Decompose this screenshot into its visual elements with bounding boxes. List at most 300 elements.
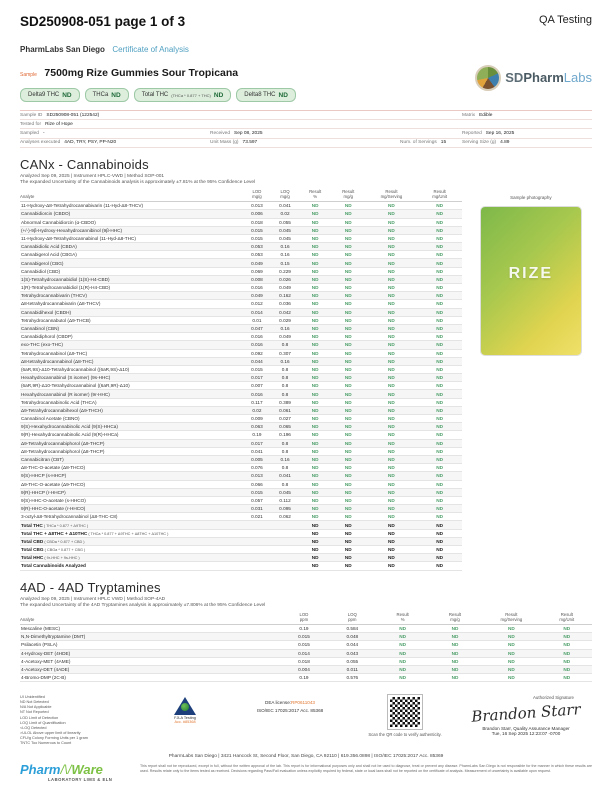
analyte-row: [20, 624, 592, 632]
cell-srv: ND: [365, 267, 417, 275]
cell-mgg: ND: [331, 496, 365, 504]
disclaimer-text: This report shall not be reproduced, except in full, without the written approval of the lab. This report is for informational purposes only and shall not be used to diagnose, treat or prevent any disease. PharmLabs San Diego is not responsible for the manner in which these results are used. Results relate only to the items tested as received. Decisions regarding Pass/Fail evaluation unless explicitly required by federal, state or local laws shall not be reported on the certificate of analysis. Measurement of uncertainty is available upon request.: [140, 764, 592, 773]
cell-unit: ND: [418, 275, 462, 283]
cell-loq: 0.8: [271, 374, 299, 382]
cell-name: Psilacetin (PSLA): [20, 641, 280, 649]
cell-mgg: ND: [331, 472, 365, 480]
document-id: SD250908-051 page 1 of 3: [20, 14, 186, 29]
cell-srv: ND: [365, 423, 417, 431]
analyte-row: [20, 382, 462, 390]
cell-unit: ND: [418, 210, 462, 218]
tryptamines-meta: Analyzed Sep 09, 2025 | Instrument HPLC VWD | Method SOP-4AD: [20, 596, 166, 602]
cell-unit: ND: [418, 292, 462, 300]
sampled-value: -: [42, 130, 45, 136]
analyte-row: [20, 357, 462, 365]
cell-pct: ND: [299, 374, 331, 382]
cell-loq: 0.8: [271, 464, 299, 472]
cell-loq: 0.112: [271, 496, 299, 504]
cell-loq: 0.8: [271, 365, 299, 373]
license-block: [230, 699, 350, 715]
cell-mgg: ND: [331, 464, 365, 472]
cell-unit: ND: [418, 259, 462, 267]
cell-pct: ND: [299, 349, 331, 357]
cell-srv: ND: [481, 641, 541, 649]
analyte-row: [20, 455, 462, 463]
cell-unit: ND: [418, 406, 462, 414]
cell-lod: 0.041: [243, 447, 271, 455]
authorized-signature-label: Authorized Signature: [532, 695, 574, 700]
cell-srv: ND: [365, 398, 417, 406]
cell-loq: 0.196: [271, 431, 299, 439]
analyte-row: [20, 251, 462, 259]
badge-thca: THCa ND: [85, 88, 129, 102]
cell-loq: 0.229: [271, 267, 299, 275]
cell-lod: 0.069: [243, 267, 271, 275]
cell-mgg: ND: [331, 218, 365, 226]
cell-pct: ND: [299, 292, 331, 300]
cell-srv: ND: [365, 439, 417, 447]
total-row: [20, 529, 462, 537]
cell-pct: ND: [299, 537, 331, 545]
cell-name: Cannabigerol (CBG): [20, 259, 243, 267]
cell-loq: 0.011: [328, 665, 376, 673]
legend-item: LOD Limit of Detection: [20, 715, 59, 720]
serving-size-value: 4.89: [500, 140, 510, 146]
analyte-row: [20, 218, 462, 226]
cell-mgg: ND: [331, 365, 365, 373]
cell-lod: 0.007: [243, 382, 271, 390]
cell-loq: 0.8: [271, 439, 299, 447]
cell-name: 4-Hydroxy-DET (4HDE): [20, 649, 280, 657]
analyte-row: [20, 324, 462, 332]
cell-pct: ND: [299, 562, 331, 570]
cell-unit: ND: [418, 218, 462, 226]
header-row: [20, 39, 592, 102]
cell-mgg: ND: [331, 415, 365, 423]
cell-pct: ND: [299, 267, 331, 275]
analyte-row: [20, 374, 462, 382]
cell-mgg: ND: [331, 251, 365, 259]
cell-name: 4-Bromo-DMP (2C-B): [20, 674, 280, 682]
analyte-row: [20, 341, 462, 349]
cell-pct: ND: [376, 624, 428, 632]
cell-name: 9(R)-HHC-O-acetate (r-HHCO): [20, 505, 243, 513]
cell-lod: 0.044: [243, 357, 271, 365]
legend-item: UI Unidentified: [20, 695, 45, 699]
cell-loq: 0.044: [328, 641, 376, 649]
analyte-row: [20, 649, 592, 657]
cell-unit: ND: [542, 657, 592, 665]
cell-mgg: ND: [331, 259, 365, 267]
cell-unit: ND: [418, 415, 462, 423]
cell-mgg: ND: [331, 513, 365, 521]
cell-pct: ND: [376, 641, 428, 649]
signature-block: [460, 695, 592, 736]
cell-name: Cannabidihexol (CBDH): [20, 308, 243, 316]
cell-unit: ND: [542, 674, 592, 682]
cell-mgg: ND: [331, 300, 365, 308]
cell-name: Cannabinol (CBN): [20, 324, 243, 332]
cell-lod: [243, 537, 271, 545]
cell-unit: ND: [542, 633, 592, 641]
analyte-row: [20, 513, 462, 521]
cell-unit: ND: [418, 562, 462, 570]
cell-pct: ND: [299, 464, 331, 472]
qr-code: [388, 695, 422, 729]
cell-mgg: ND: [331, 234, 365, 242]
cell-lod: 0.117: [243, 398, 271, 406]
cell-mgg: ND: [331, 357, 365, 365]
reported-value: Sep 16, 2025: [485, 130, 515, 136]
cell-name: 9(S)-HHCP (s-HHCP): [20, 472, 243, 480]
cell-name: 1(R)-Tetrahydrocannabidiol (1(R)-H4-CBD): [20, 284, 243, 292]
cell-srv: ND: [365, 275, 417, 283]
cell-mgg: ND: [429, 665, 481, 673]
cell-pct: ND: [299, 431, 331, 439]
cell-name: Δ9-Tetrahydrocannabihexol (Δ9-THCH): [20, 406, 243, 414]
cannabinoids-meta: Analyzed Sep 09, 2025 | Instrument HPLC-VWD | Method SOP-001: [20, 173, 165, 179]
cell-unit: ND: [418, 284, 462, 292]
cell-lod: 0.017: [243, 374, 271, 382]
cell-pct: ND: [299, 308, 331, 316]
cell-mgg: ND: [331, 546, 365, 554]
cell-loq: 0.026: [271, 275, 299, 283]
cell-loq: 0.576: [328, 674, 376, 682]
cell-mgg: ND: [331, 333, 365, 341]
cell-unit: ND: [418, 554, 462, 562]
cell-name: (+/-)-9β-Hydroxy-Hexahydrocannibinol (9β-HHC): [20, 226, 243, 234]
cell-mgg: ND: [331, 505, 365, 513]
cell-mgg: ND: [331, 447, 365, 455]
cell-mgg: ND: [331, 562, 365, 570]
cell-name: 9(R)-Hexahydrocannabinolic Acid (9(R)-HHCa): [20, 431, 243, 439]
cell-name: Δ8-THC-O-acetate (Δ8-THCO): [20, 464, 243, 472]
cell-loq: 0.16: [271, 243, 299, 251]
cell-mgg: ND: [331, 554, 365, 562]
cell-loq: 0.061: [271, 406, 299, 414]
cell-unit: ND: [418, 529, 462, 537]
cell-srv: ND: [365, 374, 417, 382]
cell-lod: 0.016: [243, 390, 271, 398]
analyte-row: [20, 234, 462, 242]
cell-loq: 0.045: [271, 488, 299, 496]
thc-badges: [20, 88, 296, 102]
cell-unit: ND: [418, 447, 462, 455]
cell-srv: ND: [365, 554, 417, 562]
cell-name: Abnormal Cannabidiorcin (α-CBDO): [20, 218, 243, 226]
cell-loq: 0.029: [271, 316, 299, 324]
cell-loq: 0.027: [271, 415, 299, 423]
cell-loq: 0.049: [271, 284, 299, 292]
cell-srv: ND: [365, 341, 417, 349]
analyte-row: [20, 292, 462, 300]
signature: Brandon Starr: [470, 700, 582, 726]
cell-pct: ND: [299, 357, 331, 365]
cell-mgg: ND: [429, 649, 481, 657]
matrix-value: Edible: [479, 112, 493, 118]
pharmware-logo: Pharm/\/Ware LABORATORY LIMS & ELN: [20, 762, 113, 783]
cell-pct: ND: [299, 202, 331, 210]
cell-unit: ND: [418, 226, 462, 234]
signature-date: Tue, 16 Sep 2025 12:23:07 -0700: [491, 731, 561, 736]
cell-lod: 0.031: [243, 505, 271, 513]
sample-photo-panel: [470, 189, 592, 571]
cell-mgg: ND: [331, 455, 365, 463]
cell-srv: ND: [365, 308, 417, 316]
cell-pct: ND: [299, 365, 331, 373]
analyte-row: [20, 398, 462, 406]
cell-unit: ND: [418, 398, 462, 406]
cell-name: Total THC ( THCa * 0.877 + Δ9THC ): [20, 521, 243, 529]
cell-unit: ND: [418, 390, 462, 398]
cell-name: Δ8-Tetrahydrocannabiphorol (Δ8-THCP): [20, 447, 243, 455]
cell-srv: ND: [365, 455, 417, 463]
cell-srv: ND: [365, 472, 417, 480]
cell-name: Δ9-Tetrahydrocannabiphorol (Δ9-THCP): [20, 439, 243, 447]
cell-pct: ND: [299, 554, 331, 562]
cell-mgg: ND: [429, 674, 481, 682]
cell-mgg: ND: [331, 284, 365, 292]
badge-delta9-thc: Delta9 THC ND: [20, 88, 80, 102]
cell-lod: [243, 529, 271, 537]
cell-loq: 0.162: [271, 292, 299, 300]
cell-loq: 0.043: [328, 649, 376, 657]
cell-srv: ND: [481, 649, 541, 657]
cell-srv: ND: [365, 357, 417, 365]
cell-loq: 0.8: [271, 447, 299, 455]
analyte-row: [20, 464, 462, 472]
analyte-row: [20, 202, 462, 210]
cell-unit: ND: [542, 641, 592, 649]
cell-name: Cannabidiol (CBD): [20, 267, 243, 275]
cell-srv: ND: [481, 633, 541, 641]
sample-photo: [481, 207, 581, 355]
sample-photography-header: Sample photography: [510, 194, 552, 200]
cell-loq: 0.16: [271, 251, 299, 259]
cell-pct: ND: [299, 439, 331, 447]
cell-unit: ND: [418, 202, 462, 210]
lab-name: PharmLabs San Diego: [20, 45, 105, 54]
cell-pct: ND: [376, 665, 428, 673]
cell-name: Cannabigerol Acid (CBGA): [20, 251, 243, 259]
legend-item: ND Not Detected: [20, 700, 49, 705]
analyte-row: [20, 267, 462, 275]
cannabinoids-section-title: CANx - Cannabinoids: [20, 156, 149, 172]
cell-mgg: ND: [331, 316, 365, 324]
cell-lod: [243, 554, 271, 562]
cell-name: Cannabidiorcin (CBDO): [20, 210, 243, 218]
cell-lod: [243, 521, 271, 529]
cell-name: Cannabicitran (CBT): [20, 455, 243, 463]
cell-pct: ND: [299, 226, 331, 234]
legend-item: <LOQ Detected: [20, 725, 47, 730]
cell-srv: ND: [365, 349, 417, 357]
cell-unit: ND: [418, 480, 462, 488]
cell-lod: 0.008: [243, 275, 271, 283]
cell-srv: ND: [365, 202, 417, 210]
cell-unit: ND: [418, 439, 462, 447]
qr-block: [350, 695, 460, 737]
cell-srv: ND: [365, 316, 417, 324]
dea-license-number: RP0611043: [291, 700, 315, 705]
cell-srv: ND: [365, 226, 417, 234]
cell-name: Δ8-tetrahydrocannabinol (Δ8-THC): [20, 357, 243, 365]
cell-srv: ND: [365, 390, 417, 398]
cell-loq: 0.041: [271, 202, 299, 210]
cell-loq: 0.8: [271, 341, 299, 349]
cell-mgg: ND: [429, 624, 481, 632]
cell-lod: 0.19: [243, 431, 271, 439]
cell-name: 11-Hydroxy-Δ8-Tetrahydrocannabivarin (11-Hyd-Δ8-THCV): [20, 202, 243, 210]
cell-lod: 0.009: [243, 415, 271, 423]
analyte-row: [20, 439, 462, 447]
cell-srv: ND: [365, 431, 417, 439]
cell-lod: 0.015: [243, 226, 271, 234]
cell-srv: ND: [365, 529, 417, 537]
analyte-row: [20, 472, 462, 480]
cell-mgg: ND: [331, 529, 365, 537]
signer-name-title: Brandon Starr, Quality Assurance Manager: [482, 726, 570, 731]
cell-unit: ND: [418, 349, 462, 357]
cell-srv: ND: [481, 665, 541, 673]
cell-mgg: ND: [331, 521, 365, 529]
cell-srv: ND: [365, 546, 417, 554]
cell-srv: ND: [365, 406, 417, 414]
cell-loq: 0.16: [271, 357, 299, 365]
cell-mgg: ND: [331, 202, 365, 210]
cell-name: (6aR,9S)-Δ10-Tetrahydrocannabinol ((6aR,9S)-Δ10): [20, 365, 243, 373]
cell-name: 4-Acetoxy-DET (4ADE): [20, 665, 280, 673]
cell-pct: ND: [299, 324, 331, 332]
analyte-row: [20, 496, 462, 504]
cell-name: 9(R)-HHCP (r-HHCP): [20, 488, 243, 496]
analyte-row: [20, 431, 462, 439]
sample-name: 7500mg Rize Gummies Sour Tropicana: [44, 67, 239, 79]
analyte-row: [20, 275, 462, 283]
analyte-row: [20, 226, 462, 234]
total-row: [20, 546, 462, 554]
analyte-row: [20, 674, 592, 682]
cell-srv: ND: [365, 218, 417, 226]
cell-mgg: ND: [331, 275, 365, 283]
cell-mgg: ND: [429, 633, 481, 641]
cell-lod: 0.006: [243, 210, 271, 218]
cell-pct: ND: [299, 341, 331, 349]
cell-unit: ND: [418, 537, 462, 545]
cell-lod: 0.015: [243, 234, 271, 242]
cell-lod: 0.004: [280, 665, 328, 673]
cell-mgg: ND: [429, 641, 481, 649]
cell-name: Cannabidiphorol (CBDP): [20, 333, 243, 341]
cell-loq: 0.055: [271, 218, 299, 226]
cell-unit: ND: [418, 488, 462, 496]
cell-lod: 0.012: [243, 300, 271, 308]
cell-name: 11-Hydroxy-Δ8-Tetrahydrocannabinol (11-Hyd-Δ8-THC): [20, 234, 243, 242]
cell-loq: [271, 521, 299, 529]
cell-name: 4-Acetoxy-MET (4AME): [20, 657, 280, 665]
analyte-row: [20, 349, 462, 357]
cell-unit: ND: [418, 496, 462, 504]
cell-pct: ND: [299, 423, 331, 431]
cell-unit: ND: [418, 308, 462, 316]
legend-item: >ULOL Above upper limit of linearity: [20, 730, 81, 735]
legend-item: N/A Not Applicable: [20, 705, 52, 710]
cell-lod: [243, 546, 271, 554]
cell-mgg: ND: [331, 226, 365, 234]
cell-unit: ND: [418, 234, 462, 242]
cell-pct: ND: [376, 649, 428, 657]
cell-pct: ND: [299, 455, 331, 463]
fjla-globe-icon: [181, 703, 189, 711]
cannabinoids-table: [20, 189, 462, 571]
cell-unit: ND: [418, 316, 462, 324]
cell-lod: 0.015: [280, 633, 328, 641]
cell-lod: 0.053: [243, 251, 271, 259]
cell-srv: ND: [365, 415, 417, 423]
cell-pct: ND: [299, 521, 331, 529]
cell-loq: 0.055: [328, 657, 376, 665]
cell-lod: 0.049: [243, 259, 271, 267]
cell-loq: 0.045: [271, 234, 299, 242]
cell-unit: ND: [418, 431, 462, 439]
cell-pct: ND: [299, 259, 331, 267]
cell-unit: ND: [418, 455, 462, 463]
cell-pct: ND: [299, 529, 331, 537]
dea-license-label: DEA license:: [265, 700, 292, 705]
cell-lod: 0.013: [243, 202, 271, 210]
cell-pct: ND: [299, 333, 331, 341]
cell-srv: ND: [365, 243, 417, 251]
cell-loq: [271, 562, 299, 570]
cell-unit: ND: [542, 649, 592, 657]
cell-loq: 0.095: [271, 505, 299, 513]
cell-srv: ND: [365, 333, 417, 341]
cell-name: Total CBD ( CBDa * 0.877 + CBD ): [20, 537, 243, 545]
cell-lod: 0.016: [243, 284, 271, 292]
cell-loq: 0.16: [271, 324, 299, 332]
cell-loq: 0.389: [271, 398, 299, 406]
sample-info: Sample ID SD250908-051 (122542) Matrix Edible Tested for Rize of Hope Sampled - Received Sep 08, 2025 Reported Sep 16, 2025 Analyses executed 4AD, TRY, PSY, PP-N20 Unit Mass (g) 73.597 Num. of Servings 15 Serving Size (g) 4.89: [20, 110, 592, 148]
cell-mgg: ND: [331, 374, 365, 382]
sample-id-value: SD250908-051 (122542): [46, 112, 100, 118]
cell-pct: ND: [299, 234, 331, 242]
cell-lod: 0.016: [243, 333, 271, 341]
total-row: [20, 521, 462, 529]
analyte-row: [20, 505, 462, 513]
cell-unit: ND: [418, 333, 462, 341]
analyte-row: [20, 415, 462, 423]
cell-mgg: ND: [331, 439, 365, 447]
cell-mgg: ND: [331, 267, 365, 275]
analyte-row: [20, 300, 462, 308]
cell-pct: ND: [299, 546, 331, 554]
cell-name: 3-octyl-Δ8-Tetrahydrocannabinol (Δ8-THC-C8): [20, 513, 243, 521]
cell-name: Cannabinol Acetate (CBNO): [20, 415, 243, 423]
total-row: [20, 537, 462, 545]
cell-pct: ND: [299, 300, 331, 308]
cell-unit: ND: [418, 423, 462, 431]
cell-srv: ND: [365, 210, 417, 218]
analyte-row: [20, 284, 462, 292]
cell-srv: ND: [365, 300, 417, 308]
cell-pct: ND: [376, 674, 428, 682]
cell-lod: 0.047: [243, 324, 271, 332]
cell-srv: ND: [365, 259, 417, 267]
cell-name: Total HHC ( 9r-HHC + 9s-HHC ): [20, 554, 243, 562]
cell-pct: ND: [299, 472, 331, 480]
cell-srv: ND: [481, 624, 541, 632]
cell-lod: 0.016: [243, 341, 271, 349]
